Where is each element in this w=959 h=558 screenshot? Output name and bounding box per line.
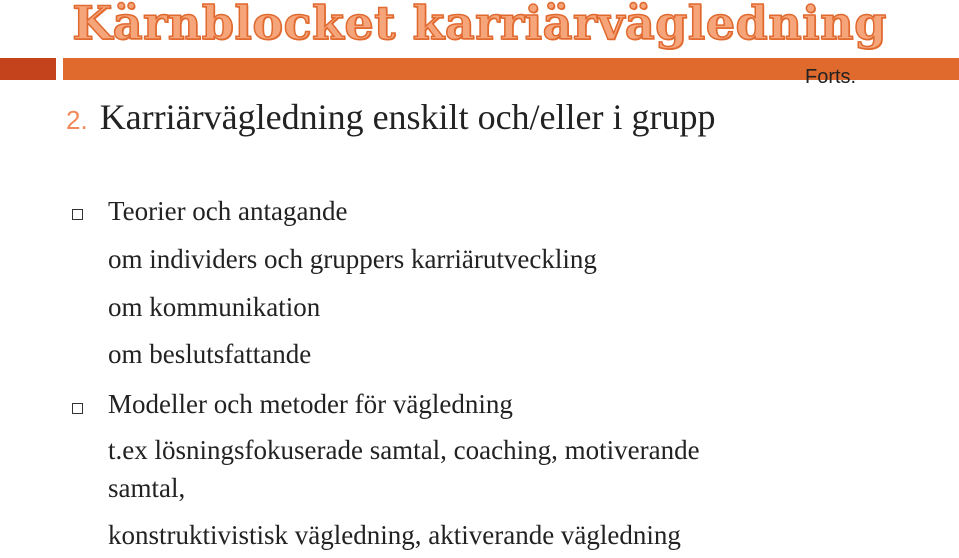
slide-title: Kärnblocket karriärvägledning: [72, 0, 887, 50]
header-bar-left: [0, 58, 56, 80]
continued-label: Forts.: [805, 66, 857, 88]
sub-line: konstruktivistisk vägledning, aktiverande vägledning: [108, 520, 681, 550]
section-number: 2.: [66, 105, 88, 135]
section-heading: [66, 96, 715, 138]
sub-line: samtal,: [108, 473, 186, 503]
bullet-text: Modeller och metoder för vägledning: [108, 389, 513, 419]
sub-line: om kommunikation: [108, 292, 321, 322]
bullet-text: Teorier och antagande: [108, 196, 348, 226]
sub-line: om individers och gruppers karriärutveckling: [108, 244, 597, 274]
sub-line: om beslutsfattande: [108, 339, 312, 369]
hollow-square-icon: [72, 209, 83, 220]
sub-line: t.ex lösningsfokuserade samtal, coaching, motiverande: [108, 435, 700, 465]
hollow-square-icon: [72, 403, 83, 414]
section-title: Karriärvägledning enskilt och/eller i grupp: [99, 97, 716, 137]
